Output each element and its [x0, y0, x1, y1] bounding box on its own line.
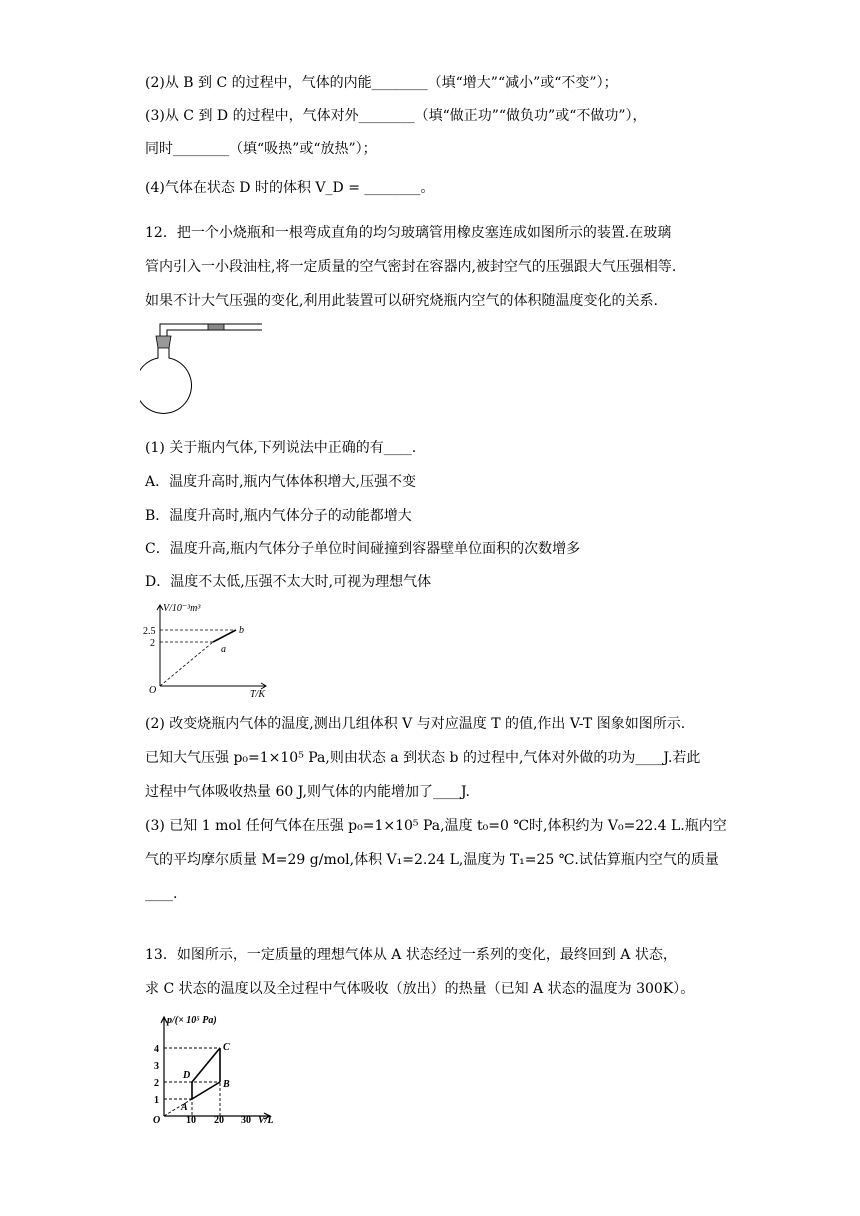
- oil-column: [208, 324, 224, 330]
- q12-intro-line1: 12．把一个小烧瓶和一根弯成直角的均匀玻璃管用橡皮塞连成如图所示的装置.在玻璃: [145, 225, 672, 241]
- vt-point-b: b: [239, 625, 244, 636]
- pv-xtick-10: 10: [186, 1115, 196, 1124]
- q11-part2: (2)从 B 到 C 的过程中，气体的内能________（填“增大”“减小”或“不变”）；: [145, 75, 618, 91]
- pv-point-A: A: [181, 1102, 188, 1113]
- pv-ytick-2: 2: [154, 1078, 159, 1089]
- vt-ytick-2: 2: [150, 638, 155, 649]
- q13-line1: 13．如图所示，一定质量的理想气体从 A 状态经过一系列的变化，最终回到 A 状态，: [145, 947, 677, 963]
- vt-ytick-2.5: 2.5: [143, 626, 156, 637]
- q13-line2: 求 C 状态的温度以及全过程中气体吸收（放出）的热量（已知 A 状态的温度为 300K）。: [145, 981, 695, 997]
- pv-point-B: B: [223, 1079, 230, 1090]
- flask-apparatus-figure: [140, 318, 270, 418]
- q12-option-a: A．温度升高时,瓶内气体体积增大,压强不变: [145, 474, 417, 490]
- pv-line-AB: [192, 1082, 220, 1099]
- pv-ytick-4: 4: [154, 1044, 159, 1055]
- pv-origin: O: [153, 1115, 161, 1124]
- q12-intro-line3: 如果不计大气压强的变化,利用此装置可以研究烧瓶内空气的体积随温度变化的关系.: [145, 293, 658, 309]
- vt-point-a: a: [221, 644, 226, 655]
- vt-ylabel: V/10⁻³m³: [163, 603, 201, 614]
- pv-xtick-30: 30: [241, 1115, 251, 1124]
- q12-part3-line2: 气的平均摩尔质量 M=29 g/mol,体积 V₁=2.24 L,温度为 T₁=25 ℃.试估算瓶内空气的质量: [145, 852, 719, 868]
- vt-process-line: [213, 630, 236, 642]
- q12-option-c: C．温度升高,瓶内气体分子单位时间碰撞到容器壁单位面积的次数增多: [145, 541, 581, 557]
- q11-part3-line1: (3)从 C 到 D 的过程中，气体对外________（填“做正功”“做负功”或“不做功”），: [145, 108, 647, 124]
- pv-xtick-20: 20: [214, 1115, 224, 1124]
- pv-graph-figure: [150, 1012, 290, 1124]
- q12-option-b: B．温度升高时,瓶内气体分子的动能都增大: [145, 508, 412, 524]
- pv-point-C: C: [223, 1042, 230, 1053]
- q12-part2-line1: (2) 改变烧瓶内气体的温度,测出几组体积 V 与对应温度 T 的值,作出 V-T 图象如图所示.: [145, 716, 686, 732]
- pv-point-D: D: [183, 1070, 191, 1081]
- q12-part3-line3: ____.: [145, 886, 178, 902]
- vt-graph-figure: [138, 600, 278, 700]
- rubber-stopper: [156, 336, 171, 348]
- pv-ylabel: p/(× 10⁵ Pa): [167, 1015, 217, 1026]
- vt-origin: O: [149, 685, 157, 696]
- q12-part2-line2: 已知大气压强 p₀=1×10⁵ Pa,则由状态 a 到状态 b 的过程中,气体对外做的功为____J.若此: [145, 750, 701, 766]
- pv-line-CD: [192, 1048, 220, 1082]
- q12-intro-line2: 管内引入一小段油柱,将一定质量的空气密封在容器内,被封空气的压强跟大气压强相等.: [145, 259, 677, 275]
- q12-part1: (1) 关于瓶内气体,下列说法中正确的有____.: [145, 440, 417, 456]
- q12-part2-line3: 过程中气体吸收热量 60 J,则气体的内能增加了____J.: [145, 784, 470, 800]
- q12-option-d: D．温度不太低,压强不太大时,可视为理想气体: [145, 574, 432, 590]
- pv-xlabel: V/L: [258, 1115, 274, 1124]
- pv-ytick-3: 3: [154, 1061, 159, 1072]
- q11-part3-line2: 同时________（填“吸热”或“放热”）；: [145, 141, 377, 157]
- pv-ytick-1: 1: [154, 1095, 159, 1106]
- q12-part3-line1: (3) 已知 1 mol 任何气体在压强 p₀=1×10⁵ Pa,温度 t₀=0 ℃时,体积约为 V₀=22.4 L.瓶内空: [145, 818, 727, 834]
- q11-part4: (4)气体在状态 D 时的体积 V_D = ________。: [145, 180, 435, 196]
- vt-xlabel: T/K: [250, 689, 266, 700]
